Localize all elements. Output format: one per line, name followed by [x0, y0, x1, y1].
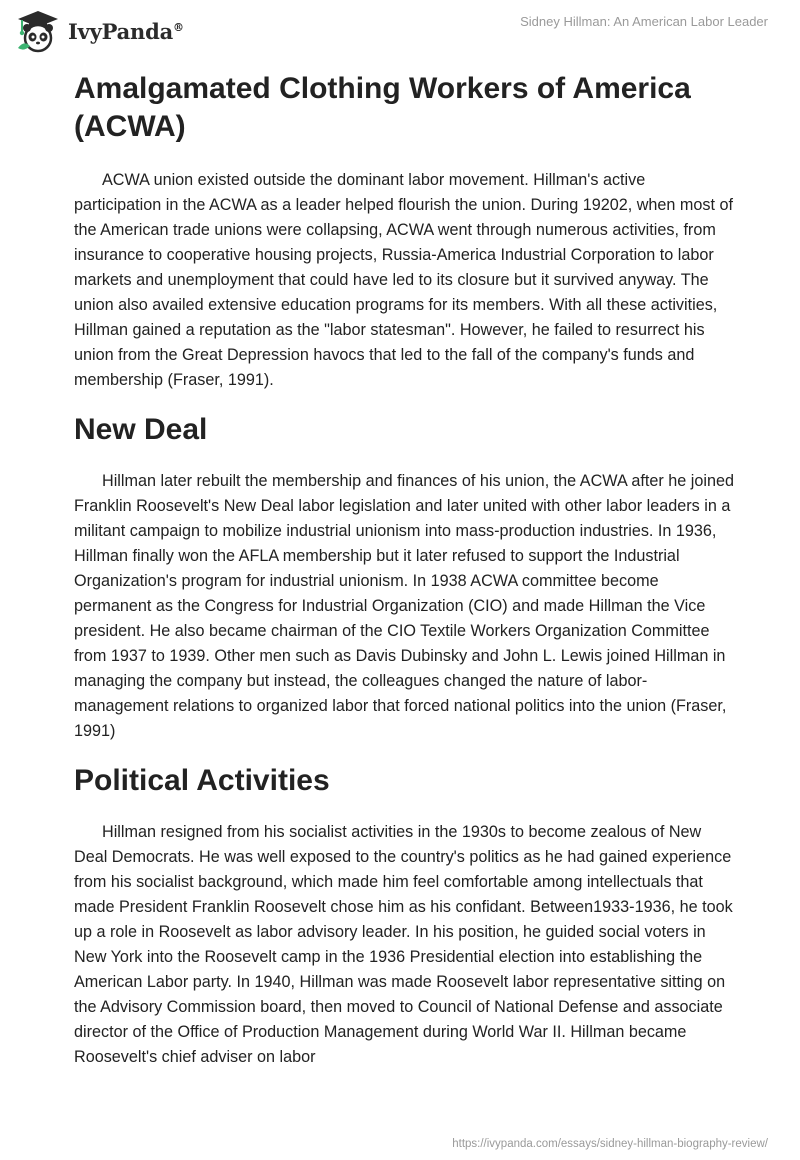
panda-graduate-icon	[14, 8, 62, 54]
section-heading-political-activities: Political Activities	[74, 764, 330, 797]
logo-wordmark: IvyPanda®	[68, 18, 184, 44]
document-title: Sidney Hillman: An American Labor Leader	[520, 14, 768, 29]
section-paragraph-new-deal: Hillman later rebuilt the membership and finances of his union, the ACWA after he joined Franklin Roosevelt's New Deal labor legislation and later united with other labor leaders in a militant campaign to mobilize industrial unionism into mass-production industries. In 1936, Hillman finally won the AFLA membership but it later refused to support the Industrial Organization's program for industrial unionism. In 1938 ACWA committee become permanent as the Congress for Industrial Organization (CIO) and made Hillman the Vice president. He also became chairman of the CIO Textile Workers Organization Committee from 1937 to 1939. Other men such as Davis Dubinsky and John L. Lewis joined Hillman in managing the company but instead, the colleagues changed the nature of labor-management relations to organized labor that forced national politics into the union (Fraser, 1991)	[74, 472, 734, 740]
source-url[interactable]: https://ivypanda.com/essays/sidney-hillman-biography-review/	[452, 1138, 768, 1150]
section-paragraph-acwa: ACWA union existed outside the dominant labor movement. Hillman's active participation in the ACWA as a leader helped flourish the union. During 19202, when most of the American trade unions were collapsing, ACWA went through numerous activities, from insurance to cooperative housing projects, Russia-America Industrial Corporation to labor markets and unemployment that could have led to its closure but it survived anyway. The union also availed extensive education programs for its members. With all these activities, Hillman gained a reputation as the "labor statesman". However, he failed to resurrect his union from the Great Depression havocs that led to the fall of the company's funds and membership (Fraser, 1991).	[74, 171, 733, 389]
essay-content	[74, 70, 734, 1070]
section-heading-new-deal: New Deal	[74, 413, 208, 446]
section-paragraph-political-activities: Hillman resigned from his socialist activities in the 1930s to become zealous of New Deal Democrats. He was well exposed to the country's politics as he had gained experience from his socialist background, which made him feel comfortable among intellectuals that made President Franklin Roosevelt chose him as his confidant. Between1933-1936, he took up a role in Roosevelt as labor advisory leader. In his position, he guided social voters in New York into the Roosevelt camp in the 1936 Presidential election into establishing the American Labor party. In 1940, Hillman was made Roosevelt labor representative sitting on the Advisory Commission board, then moved to Council of National Defense and associate director of the Office of Production Management during World War II. Hillman became Roosevelt's chief adviser on labor	[74, 823, 733, 1066]
page-header	[0, 0, 800, 64]
section-heading-acwa: Amalgamated Clothing Workers of America (ACWA)	[74, 72, 691, 143]
ivypanda-logo[interactable]	[14, 8, 184, 54]
